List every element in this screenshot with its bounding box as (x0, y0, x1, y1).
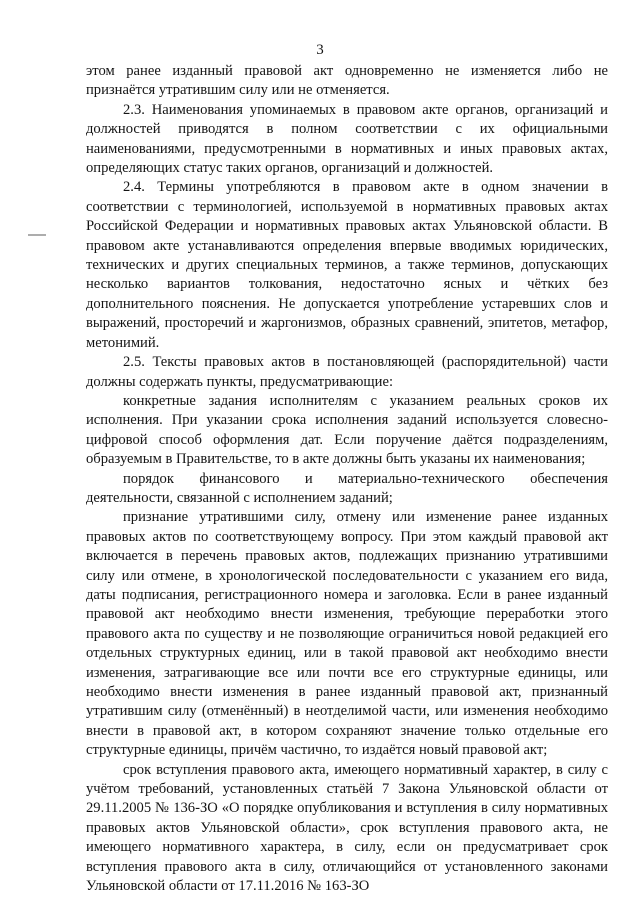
list-item-repeal: признание утратившими силу, отмену или изменение ранее изданных правовых актов по соответствующему вопросу. При этом каждый правовой акт включается в перечень правовых актов, подлежащих признанию утратившими силу или отмене, в хронологической последовательности с указанием его вида, даты подписания, регистрационного номера и заголовка. Если в ранее изданный правовой акт необходимо внести изменения, требующие переработки этого правового акта по существу и не позволяющие ограничиться новой редакцией его отдельных структурных единиц, или в такой правовой акт необходимо внести изменения, затрагивающие все или почти все его структурные единицы, или необходимо внести изменения в ранее изданный правовой акт, признанный утратившим силу (отменённый) в неотделимой части, или изменения необходимо внести в правовой акт, в котором сохраняют значение только отдельные его структурные единицы, причём частично, то издаётся новый правовой акт; (86, 509, 608, 759)
scan-artifact-mark (28, 234, 46, 236)
list-item-entry-into-force: срок вступления правового акта, имеющего нормативный характер, в силу с учётом требований, установленных статьёй 7 Закона Ульяновской области от 29.11.2005 № 136-ЗО «О порядке опубликования и вступления в силу нормативных правовых актов Ульяновской области», срок вступления правового акта, не имеющего нормативного характера, в силу, если он предусматривает срок вступления правового акта в силу, отличающийся от установленного законами Ульяновской области от 17.11.2016 № 163-ЗО (86, 761, 608, 895)
paragraph-2-4: 2.4. Термины употребляются в правовом акте в одном значении в соответствии с терминологией, используемой в нормативных правовых актах Российской Федерации и нормативных правовых актах Ульяновской области. В правовом акте устанавливаются определения впервые вводимых юридических, технических и других специальных терминов, а также терминов, допускающих несколько вариантов толкования, недостаточно ясных и чётких без дополнительного пояснения. Не допускается употребление устаревших слов и выражений, просторечий и жаргонизмов, образных сравнений, эпитетов, метафор, метонимий. (86, 179, 608, 351)
paragraph-continuation: этом ранее изданный правовой акт одновременно не изменяется либо не признаётся утратившим силу или не отменяется. (86, 63, 608, 99)
paragraph-2-3: 2.3. Наименования упоминаемых в правовом акте органов, организаций и должностей приводятся в полном соответствии с их официальными наименованиями, предусмотренными в нормативных и иных правовых актах, определяющих статус таких органов, организаций и должностей. (86, 101, 608, 177)
list-item-tasks-text: конкретные задания исполнителям с указанием реальных сроков их исполнения. При указании срока исполнения заданий используется словесно-цифровой способ оформления дат. Если поручение даётся подразделениям, образуемым в Правительстве, то в акте должны быть указаны их наименования; (86, 392, 608, 468)
list-item-financing: порядок финансового и материально-технического обеспечения деятельности, связанной с исполнением заданий; (86, 470, 608, 506)
paragraph-2-5: 2.5. Тексты правовых актов в постановляющей (распорядительной) части должны содержать пункты, предусматривающие: (86, 354, 608, 390)
list-item-tasks (86, 392, 608, 470)
document-body (86, 62, 608, 896)
page-number: 3 (316, 42, 324, 58)
